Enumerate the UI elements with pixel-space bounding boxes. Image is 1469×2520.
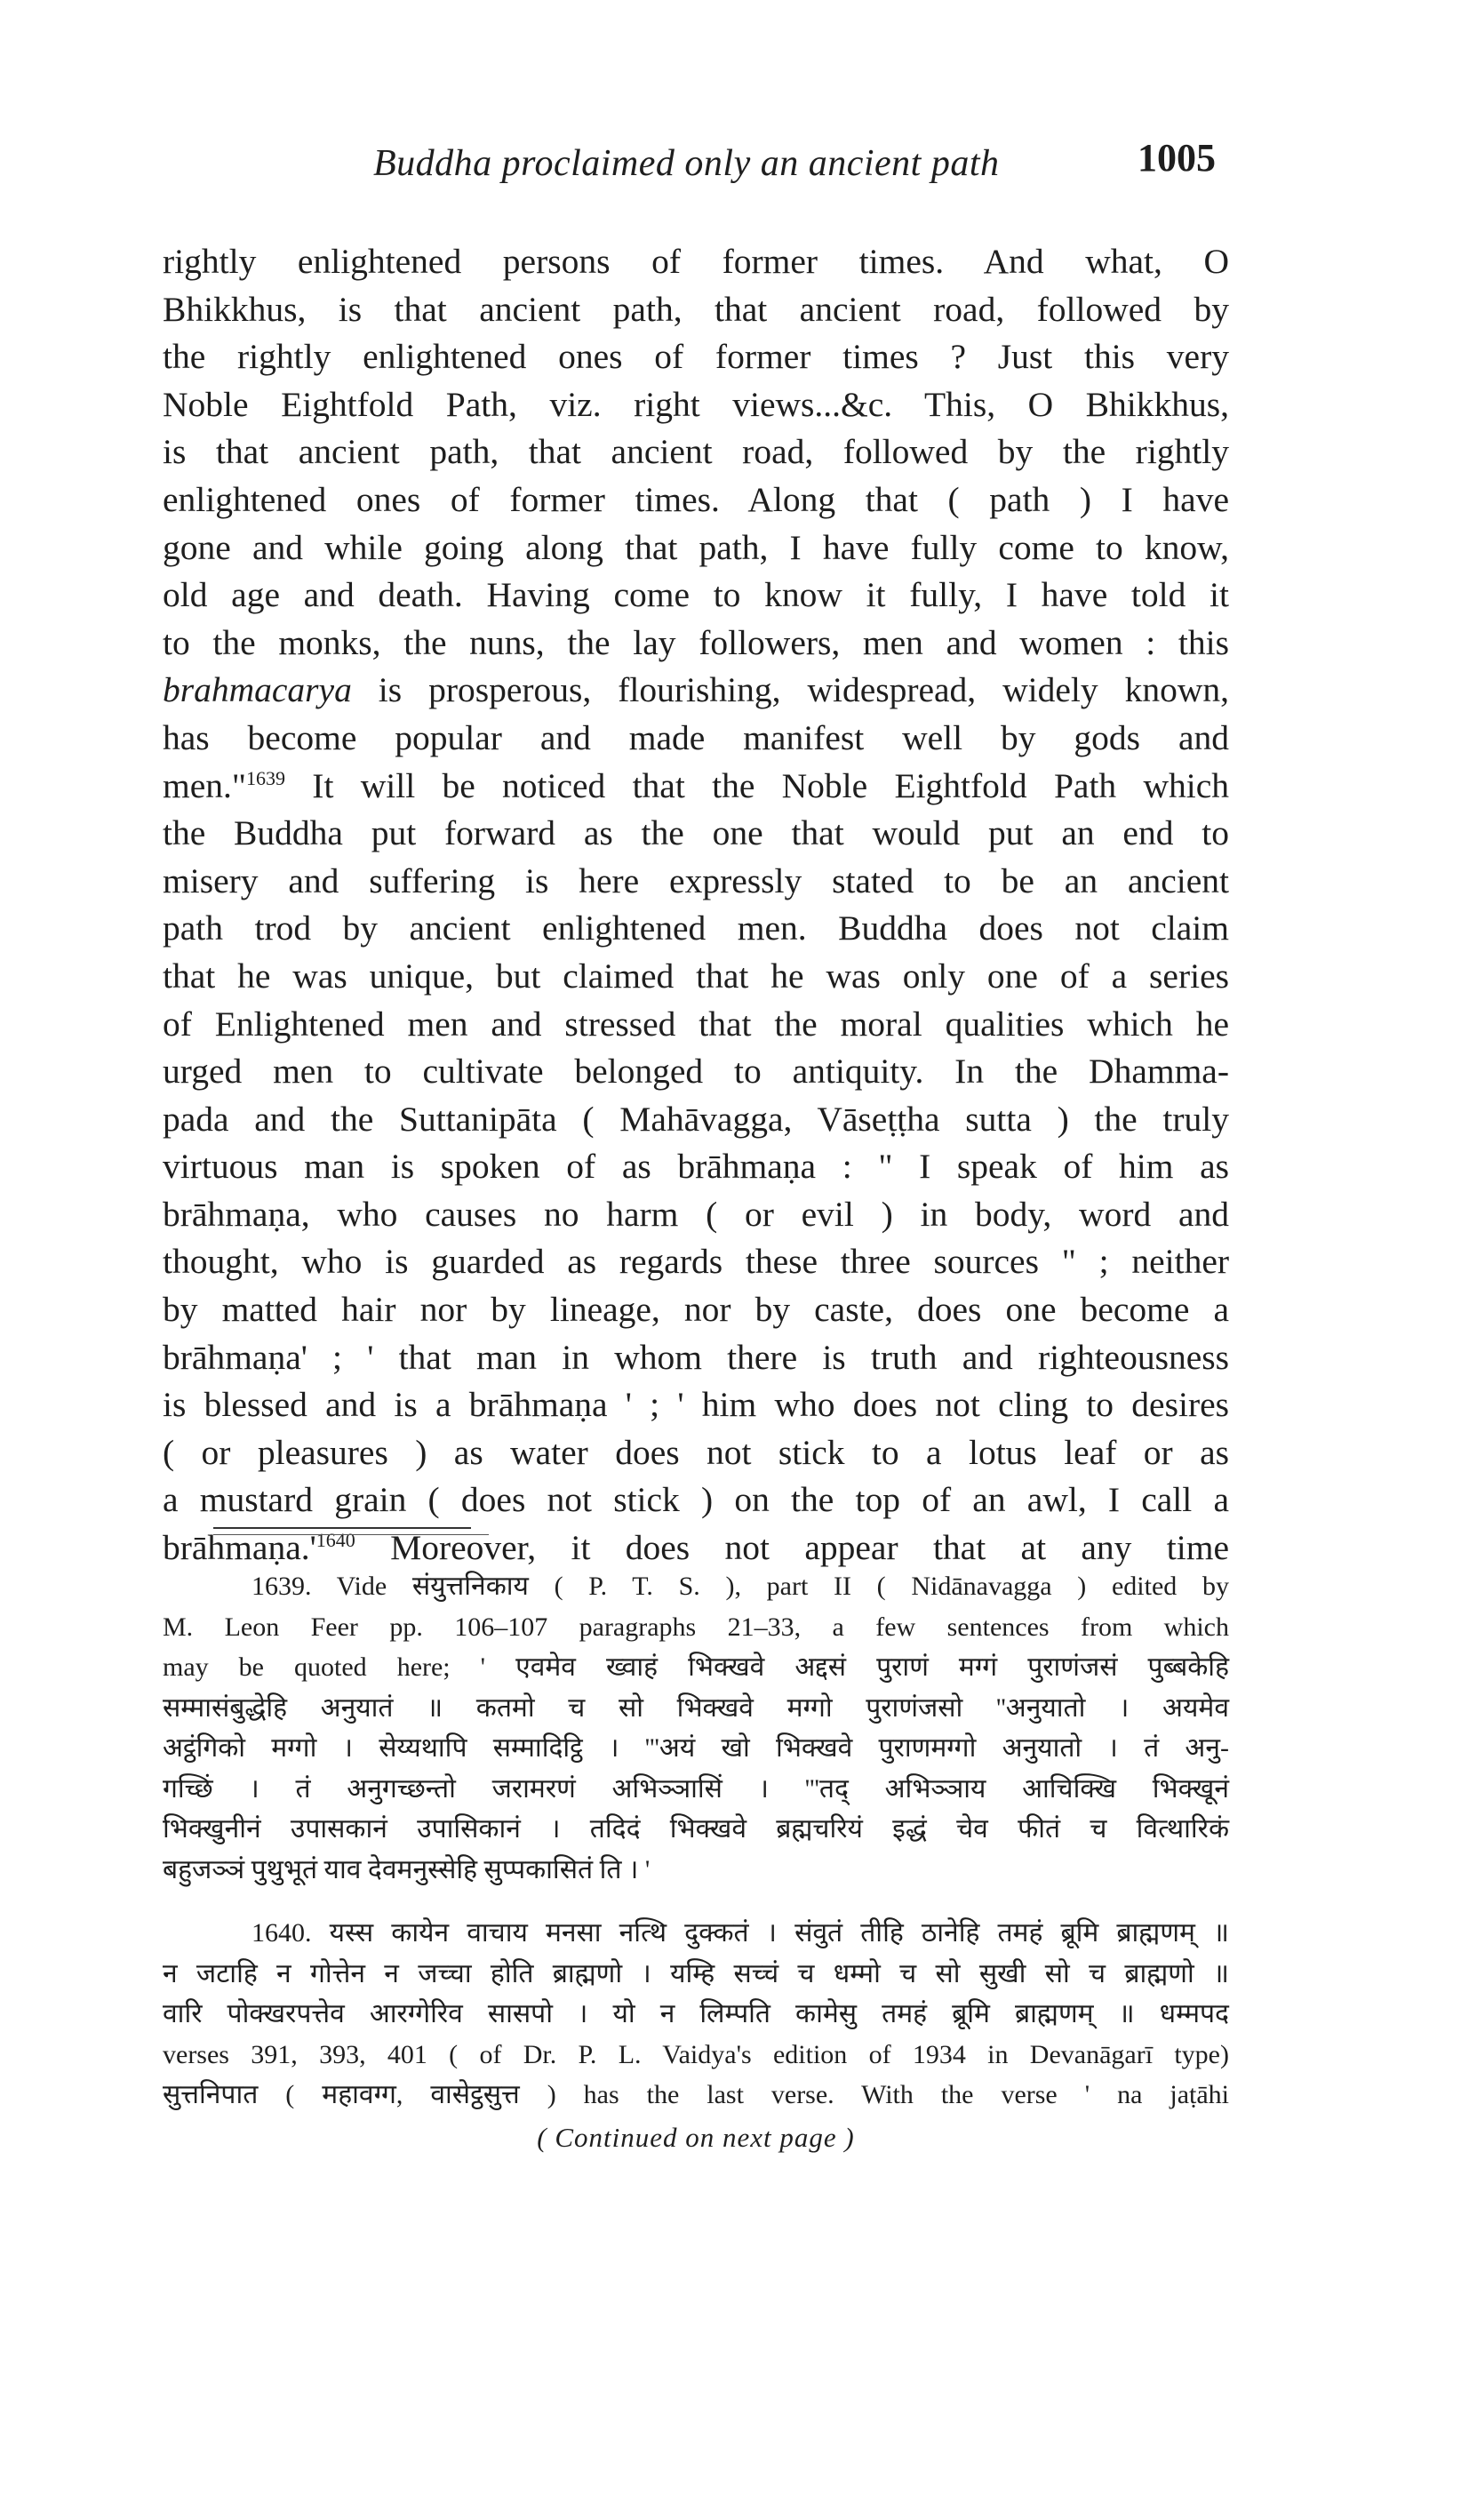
body-line: urged men to cultivate belonged to antiquity. In the Dhamma- <box>163 1052 1229 1092</box>
body-line: that he was unique, but claimed that he was only one of a series <box>163 956 1229 996</box>
footnote-1640-line: न जटाहि न गोत्तेन न जच्चा होति ब्राह्मणो । यम्हि सच्चं च धम्मो च सो सुखी सो च ब्राह्मणो ॥ <box>163 1958 1229 1988</box>
body-line: misery and suffering is here expressly stated to be an ancient <box>163 860 1229 900</box>
body-line: of Enlightened men and stressed that the moral qualities which he <box>163 1004 1229 1044</box>
body-line: to the monks, the nuns, the lay followers, men and women : this <box>163 622 1229 662</box>
body-line-fnref: men."$^{1639}$ It will be noticed that the Noble Eightfold Path which <box>163 765 1229 805</box>
footnote-1639-line: बहुजञ्ञं पुथुभूतं याव देवमनुस्सेहि सुप्पकासितं ति । ' <box>163 1854 651 1884</box>
footnote-1639-line: may be quoted here; ' एवमेव ख्वाहं भिक्खवे अद्दसं पुराणं मग्गं पुराणंजसं पुब्बकेहि <box>163 1652 1229 1682</box>
body-text <box>163 238 1229 1572</box>
body-line: thought, who is guarded as regards these three sources " ; neither <box>163 1242 1229 1282</box>
running-title: Buddha proclaimed only an ancient path <box>373 143 1000 184</box>
body-line-italic: brahmacarya is prosperous, flourishing, widespread, widely known, <box>163 670 1229 710</box>
body-line: Bhikkhus, is that ancient path, that ancient road, followed by <box>163 289 1229 329</box>
footnote-1639-line: M. Leon Feer pp. 106–107 paragraphs 21–33, a few sentences from which <box>163 1612 1229 1642</box>
running-head <box>160 136 1226 196</box>
footnote-1639-line: अट्ठंगिको मग्गो । सेय्यथापि सम्मादिट्ठि । '''अयं खो भिक्खवे पुराणमग्गो अनुयातो । तं अनु- <box>163 1733 1229 1763</box>
body-line: is that ancient path, that ancient road, followed by the rightly <box>163 432 1229 472</box>
footnote-gap <box>163 1890 1229 1913</box>
footnote-1639-line: भिक्खुनीनं उपासकानं उपासिकानं । तदिदं भिक्खवे ब्रह्मचरियं इद्धं चेव फीतं च वित्थारिकं <box>163 1814 1229 1844</box>
body-line: a mustard grain ( does not stick ) on the top of an awl, I call a <box>163 1480 1229 1520</box>
footnote-rule-lower <box>213 1534 489 1535</box>
body-line-fnref: $brāhmaṇa.'^{1640}$ Moreover, it does not appear that at any time <box>163 1528 1229 1568</box>
footnote-rule <box>213 1527 471 1529</box>
body-line: virtuous man is spoken of as brāhmaṇa : " I speak of him as <box>163 1147 1229 1187</box>
italic-term: brahmacarya <box>163 670 352 710</box>
body-line: by matted hair nor by lineage, nor by caste, does one become a <box>163 1290 1229 1330</box>
continued-note: ( Continued on next page ) <box>537 2121 855 2153</box>
footnote-reference: 1640 <box>315 1528 355 1551</box>
footnote-1640-line: वारि पोक्खरपत्तेव आरग्गेरिव सासपो । यो न लिम्पति कामेसु तमहं ब्रूमि ब्राह्मणम् ॥ धम्मपद <box>163 1999 1229 2028</box>
footnote-reference: 1639 <box>246 766 286 789</box>
body-line: brāhmaṇa, who causes no harm ( or evil ) in body, word and <box>163 1194 1229 1234</box>
footnote-1640-line: 1640. यस्स कायेन वाचाय मनसा नत्थि दुक्कतं । संवुतं तीहि ठानेहि तमहं ब्रूमि ब्राह्मणम् ॥ <box>251 1918 1229 1948</box>
body-line: the rightly enlightened ones of former times ? Just this very <box>163 337 1229 377</box>
body-line: old age and death. Having come to know it fully, I have told it <box>163 575 1229 615</box>
footnote-1639-line: गच्छिं । तं अनुगच्छन्तो जरामरणं अभिञ्ञासिं । '''तद् अभिञ्ञाय आचिक्खि भिक्खूनं <box>163 1773 1229 1804</box>
footnote-1640-line: verses 391, 393, 401 ( of Dr. P. L. Vaidya's edition of 1934 in Devanāgarī type) <box>163 2039 1229 2069</box>
body-line: Noble Eightfold Path, viz. right views...&c. This, O Bhikkhus, <box>163 384 1229 424</box>
body-line: is blessed and is a brāhmaṇa ' ; ' him who does not cling to desires <box>163 1385 1229 1425</box>
body-line: rightly enlightened persons of former times. And what, O <box>163 242 1229 281</box>
body-line: path trod by ancient enlightened men. Buddha does not claim <box>163 908 1229 948</box>
body-line: brāhmaṇa' ; ' that man in whom there is truth and righteousness <box>163 1337 1229 1377</box>
body-line: enlightened ones of former times. Along that ( path ) I have <box>163 479 1229 519</box>
footnote-1639-line: 1639. Vide संयुत्तनिकाय ( P. T. S. ), part II ( Nidānavagga ) edited by <box>251 1572 1229 1601</box>
body-line: the Buddha put forward as the one that would put an end to <box>163 813 1229 853</box>
body-line: pada and the Suttanipāta ( Mahāvagga, Vāseṭṭha sutta ) the truly <box>163 1099 1229 1139</box>
body-line: gone and while going along that path, I have fully come to know, <box>163 527 1229 567</box>
footnotes <box>163 1566 1229 2157</box>
footnote-1639-line: सम्मासंबुद्धेहि अनुयातं ॥ कतमो च सो भिक्खवे मग्गो पुराणंजसो ''अनुयातो । अयमेव <box>163 1692 1229 1723</box>
body-line: ( or pleasures ) as water does not stick to a lotus leaf or as <box>163 1432 1229 1472</box>
footnote-1640-line: सुत्तनिपात ( महावग्ग, वासेट्ठसुत्त ) has the last verse. With the verse ' na jaṭāhi <box>163 2080 1229 2109</box>
page-number: 1005 <box>1138 136 1216 180</box>
body-line: has become popular and made manifest well by gods and <box>163 717 1229 757</box>
